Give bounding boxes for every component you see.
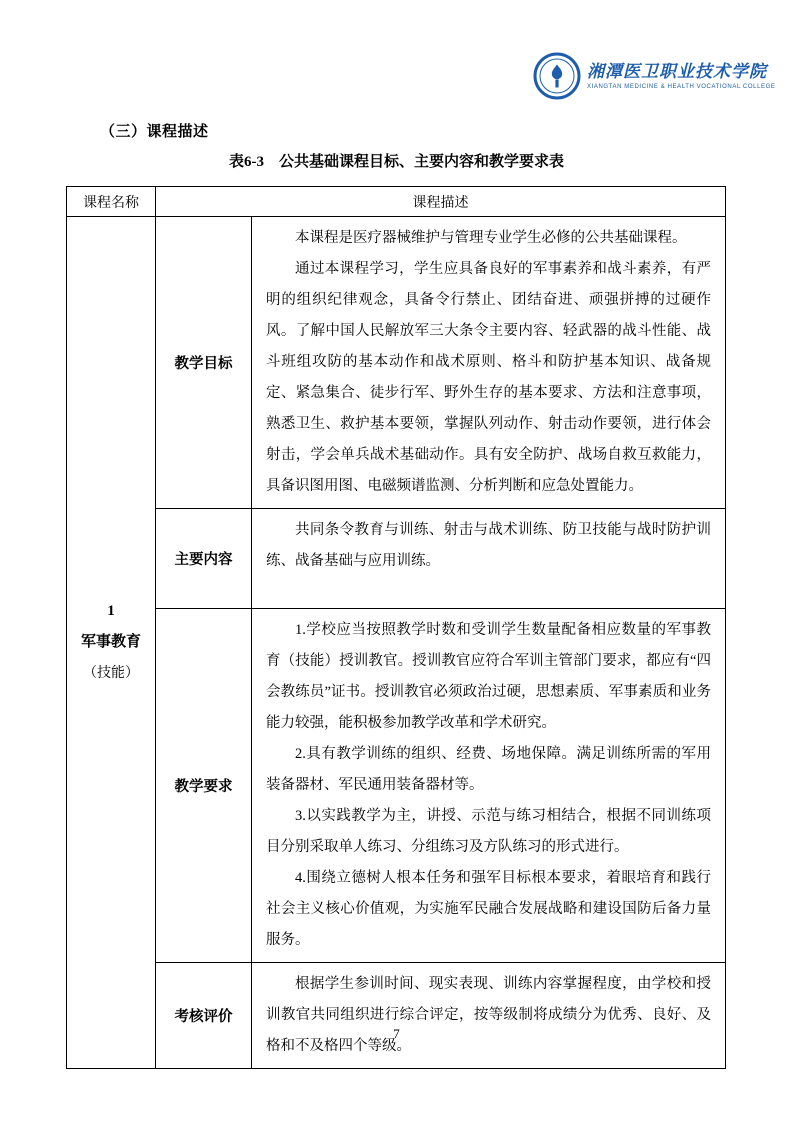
row-label: 考核评价 [156,963,252,1069]
college-logo [533,52,775,100]
header-course-description: 课程描述 [156,187,726,217]
course-name-cell [67,217,156,1069]
row-label: 主要内容 [156,509,252,609]
college-name-cn: 湘潭医卫职业技术学院 [587,61,767,81]
paragraph: 1.学校应当按照教学时数和受训学生数量配备相应数量的军事教育（技能）授训教官。授训教官应符合军训主管部门要求，都应有“四会教练员”证书。授训教官必须政治过硬，思想素质、军事素质和业务能力较强，能积极参加教学改革和学术研究。 [266,622,711,731]
college-emblem-icon [533,52,581,100]
table-header-row [67,187,726,217]
course-suffix: （技能） [83,666,139,681]
section-heading: （三）课程描述 [100,124,209,140]
table-row [67,509,726,609]
row-label: 教学要求 [156,609,252,963]
page-number: 7 [393,1026,400,1041]
table-row [67,609,726,963]
paragraph: 根据学生参训时间、现实表现、训练内容掌握程度，由学校和授训教官共同组织进行综合评定，按等级制将成绩分为优秀、良好、及格和不及格四个等级。 [266,976,711,1054]
course-table [66,186,726,1069]
paragraph: 共同条令教育与训练、射击与战术训练、防卫技能与战时防护训练、战备基础与应用训练。 [266,522,711,569]
row-content [252,509,726,609]
paragraph: 本课程是医疗器械维护与管理专业学生必修的公共基础课程。 [295,230,687,246]
table-row [67,963,726,1069]
college-name-en: XIANGTAN MEDICINE & HEALTH VOCATIONAL COLLEGE [587,84,776,91]
row-label: 教学目标 [156,217,252,509]
header-course-name: 课程名称 [67,187,156,217]
table-caption: 表6-3 公共基础课程目标、主要内容和教学要求表 [229,154,564,170]
paragraph: 3.以实践教学为主，讲授、示范与练习相结合，根据不同训练项目分别采取单人练习、分组练习及方队练习的形式进行。 [266,808,711,855]
row-content [252,963,726,1069]
row-content [252,609,726,963]
course-name: 军事教育 [80,634,141,650]
row-content [252,217,726,509]
paragraph: 通过本课程学习，学生应具备良好的军事素养和战斗素养，有严明的组织纪律观念，具备令行禁止、团结奋进、顽强拼搏的过硬作风。了解中国人民解放军三大条令主要内容、轻武器的战斗性能、战斗班组攻防的基本动作和战术原则、格斗和防护基本知识、战备规定、紧急集合、徒步行军、野外生存的基本要求、方法和注意事项，熟悉卫生、救护基本要领，掌握队列动作、射击动作要领，进行体会射击，学会单兵战术基础动作。具有安全防护、战场自救互救能力，具备识图用图、电磁频谱监测、分析判断和应急处置能力。 [266,261,711,494]
college-logo-text [587,62,775,90]
paragraph: 4.围绕立德树人根本任务和强军目标根本要求，着眼培育和践行社会主义核心价值观，为实施军民融合发展战略和建设国防后备力量服务。 [266,870,711,948]
course-index: 1 [107,603,115,619]
course-table-wrap [66,186,726,1069]
table-row [67,217,726,509]
paragraph: 2.具有教学训练的组织、经费、场地保障。满足训练所需的军用装备器材、军民通用装备器材等。 [266,746,711,793]
